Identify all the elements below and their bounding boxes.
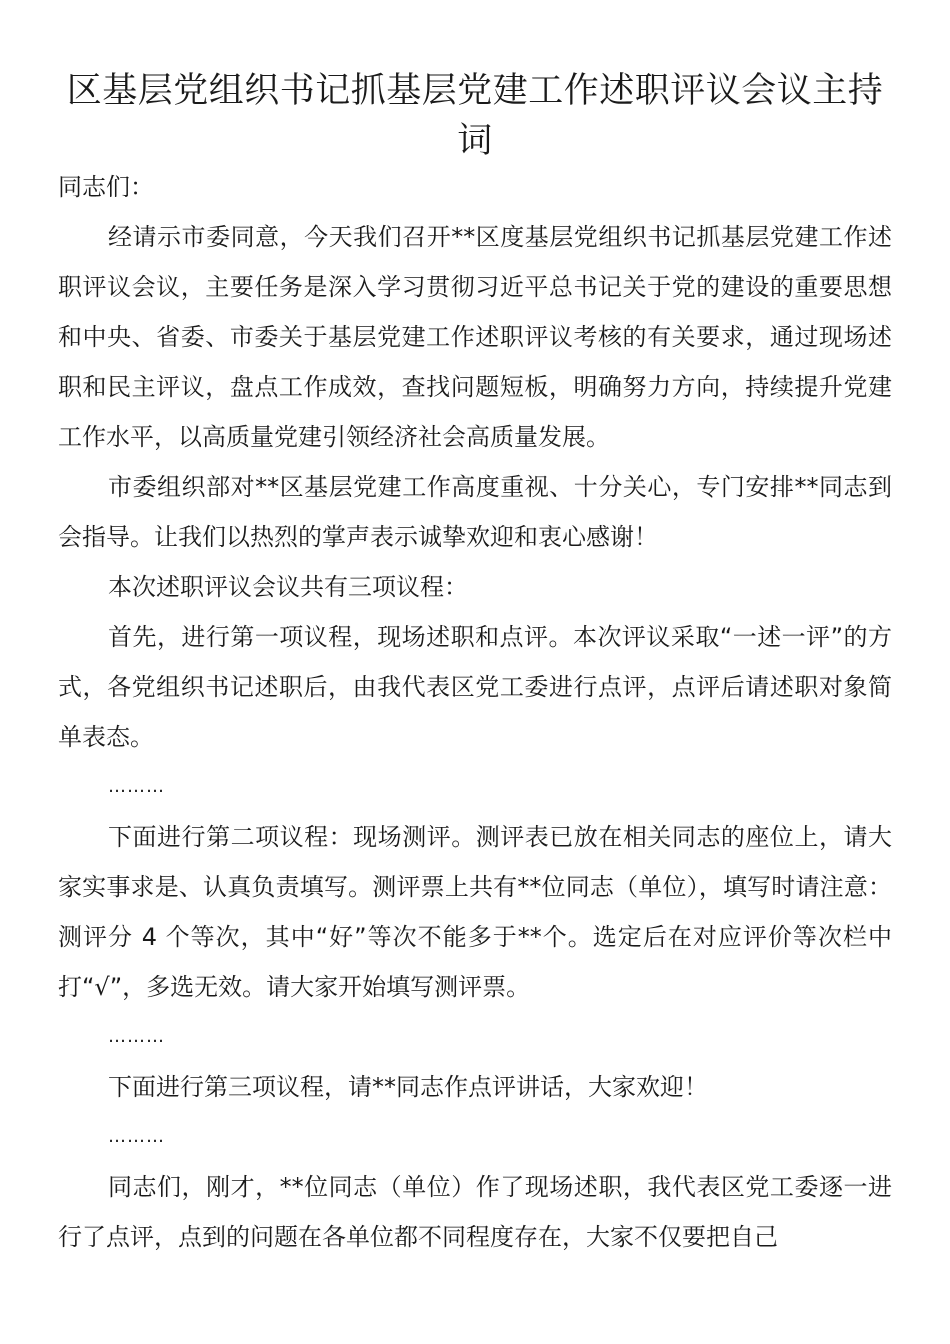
paragraph-closing: 同志们，刚才，**位同志（单位）作了现场述职，我代表区党工委逐一进行了点评，点到的问题在各单位都不同程度存在，大家不仅要把自己 — [58, 1173, 892, 1251]
paragraph-agenda-first: 首先，进行第一项议程，现场述职和点评。本次评议采取“一述一评”的方式，各党组织书记述职后，由我代表区党工委进行点评，点评后请述职对象简单表态。 — [58, 623, 892, 751]
paragraph-agenda-third: 下面进行第三项议程，请**同志作点评讲话，大家欢迎！ — [108, 1073, 708, 1101]
salutation: 同志们： — [58, 173, 154, 201]
paragraph-agenda-intro: 本次述职评议会议共有三项议程： — [108, 573, 468, 601]
document-title: 区基层党组织书记抓基层党建工作述职评议会议主持词 — [66, 71, 884, 161]
paragraph-welcome: 市委组织部对**区基层党建工作高度重视、十分关心，专门安排**同志到会指导。让我们以热烈的掌声表示诚挚欢迎和衷心感谢！ — [58, 473, 892, 551]
paragraph-opening: 经请示市委同意，今天我们召开**区度基层党组织书记抓基层党建工作述职评议会议，主要任务是深入学习贯彻习近平总书记关于党的建设的重要思想和中央、省委、市委关于基层党建工作述职评议考核的有关要求，通过现场述职和民主评议，盘点工作成效，查找问题短板，明确努力方向，持续提升党建工作水平，以高质量党建引领经济社会高质量发展。 — [58, 223, 892, 451]
paragraph-agenda-second: 下面进行第二项议程：现场测评。测评表已放在相关同志的座位上，请大家实事求是、认真负责填写。测评票上共有**位同志（单位），填写时请注意：测评分 4 个等次，其中“好”等次不能多于**个。选定后在对应评价等次栏中打“√”，多选无效。请大家开始填写测评票。 — [58, 823, 892, 1001]
ellipsis-3: ……… — [108, 1126, 165, 1147]
ellipsis-1: ……… — [108, 776, 165, 797]
document-body — [58, 162, 892, 1262]
ellipsis-2: ……… — [108, 1026, 165, 1047]
